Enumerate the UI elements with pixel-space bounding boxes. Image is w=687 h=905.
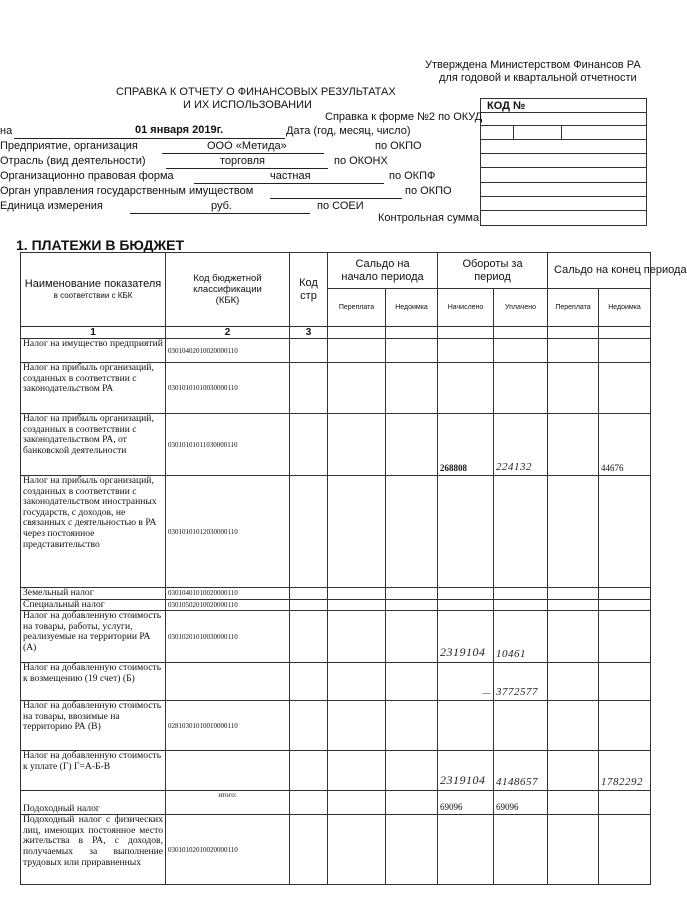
control-sum-label: Контрольная сумма [378,212,480,224]
row-accrued: 2319104 [438,611,494,663]
date-suffix: Дата (год, месяц, число) [286,125,411,137]
row-kbk [166,663,290,701]
header-paid: Уплачено [494,289,548,327]
row-accrued [438,599,494,611]
header-saldo-end [548,253,687,289]
row-paid: 4148657 [494,751,548,791]
row-name: Подоходный налог с физических лиц, имеющих постоянное место жительства в РА, с доходов, получаемых за выполнение трудовых или приравненных [21,815,166,885]
report-date: 01 января 2019г. [135,124,224,136]
row-paid [494,701,548,751]
page-title-line-2: И ИХ ИСПОЛЬЗОВАНИИ [183,99,312,111]
row-paid: 69096 [494,791,548,815]
approval-line-1: Утверждена Министерством Финансов РА [425,59,641,71]
unit-code-label: по СОЕИ [317,200,364,212]
colnum-1: 1 [21,327,166,339]
row-kbk: 03010101012030000110 [166,476,290,588]
approval-line-2: для годовой и квартальной отчетности [439,72,637,84]
table-row [21,663,651,701]
row-accrued [438,339,494,363]
okud-label: Справка к форме №2 по ОКУД [325,111,483,123]
row-name: Налог на добавленную стоимость на товары, работы, услуги, реализуемые на территории РА (А) [21,611,166,663]
header-turnover: Обороты за период [438,253,548,289]
row-paid [494,339,548,363]
row-kbk: 03010102010020000110 [166,815,290,885]
row-name: Специальный налог [21,599,166,611]
row-name: Налог на добавленную стоимость к уплате (Г) Г=А-Б-В [21,751,166,791]
row-accrued [438,476,494,588]
header-overpay-start: Переплата [328,289,386,327]
row-paid [494,815,548,885]
org-value: ООО «Метида» [207,140,287,152]
header-code: Код стр [290,253,328,327]
authority-label: Орган управления государственным имуществом [0,185,254,197]
row-underpay-end [599,588,651,600]
row-name: Налог на имущество предприятий [21,339,166,363]
legal-form-value: частная [270,170,311,182]
industry-value: торговля [220,155,266,167]
row-kbk: 03010502010020000110 [166,599,290,611]
row-paid [494,588,548,600]
authority-code-label: по ОКПО [405,185,452,197]
header-accrued: Начислено [438,289,494,327]
org-label: Предприятие, организация [0,140,138,152]
row-accrued [438,701,494,751]
header-saldo-end-label: Сальдо на конец периода [554,264,687,276]
row-underpay-end [599,476,651,588]
table-row [21,611,651,663]
header-name [21,253,166,327]
row-kbk: 02810301010010000110 [166,701,290,751]
row-underpay-end [599,363,651,414]
row-underpay-end [599,339,651,363]
row-name: Налог на добавленную стоимость к возмещению (19 счет) (Б) [21,663,166,701]
header-underpay-end: Недоимка [599,289,651,327]
row-accrued [438,815,494,885]
row-kbk: 03010401010020000110 [166,588,290,600]
row-underpay-end [599,599,651,611]
header-underpay-start: Недоимка [386,289,438,327]
row-name: Налог на прибыль организаций, созданных в соответствии с законодательством РА [21,363,166,414]
table-row [21,701,651,751]
row-accrued [438,588,494,600]
row-accrued: — [438,663,494,701]
header-saldo-start: Сальдо на начало периода [328,253,438,289]
row-paid: 10461 [494,611,548,663]
row-underpay-end [599,815,651,885]
section-title: 1. ПЛАТЕЖИ В БЮДЖЕТ [16,237,185,253]
legal-form-code-label: по ОКПФ [389,170,436,182]
table-row [21,476,651,588]
row-paid [494,363,548,414]
row-paid [494,599,548,611]
row-kbk: 03010402010020000110 [166,339,290,363]
row-accrued [438,363,494,414]
table-row [21,363,651,414]
table-row [21,588,651,600]
table-row [21,751,651,791]
table-row [21,791,651,815]
table-row [21,815,651,885]
code-box [480,98,647,226]
date-prefix: на [0,125,13,137]
org-code-label: по ОКПО [375,140,422,152]
row-underpay-end [599,611,651,663]
page-title-line-1: СПРАВКА К ОТЧЕТУ О ФИНАНСОВЫХ РЕЗУЛЬТАТАХ [116,86,396,98]
row-kbk: 03010201010030000110 [166,611,290,663]
table-row [21,599,651,611]
header-kbk: Код бюджетной классификации (КБК) [166,253,290,327]
row-name: Подоходный налог [21,791,166,815]
row-underpay-end [599,663,651,701]
colnum-3: 3 [290,327,328,339]
legal-form-label: Организационно правовая форма [0,170,174,182]
row-name: Налог на прибыль организаций, созданных в соответствии с законодательством иностранных государств, с доходов, не связанных с деятельностью в РА через постоянное представительство [21,476,166,588]
row-underpay-end: 1782292 [599,751,651,791]
header-name-label: Наименование показателя [24,277,162,290]
row-accrued: 268808 [438,414,494,476]
budget-payments-table [20,252,687,885]
row-paid: 224132 [494,414,548,476]
row-name: Налог на добавленную стоимость на товары, ввозимые на территорию РА (В) [21,701,166,751]
header-overpay-end: Переплата [548,289,599,327]
row-accrued: 69096 [438,791,494,815]
row-kbk: 03010101011030000110 [166,414,290,476]
row-underpay-end: 44676 [599,414,651,476]
industry-label: Отрасль (вид деятельности) [0,155,146,167]
unit-value: руб. [211,200,232,212]
row-accrued: 2319104 [438,751,494,791]
row-name: Земельный налог [21,588,166,600]
row-underpay-end [599,791,651,815]
row-kbk: итого: [166,791,290,815]
row-paid [494,476,548,588]
row-kbk: 03010101010030000110 [166,363,290,414]
row-name: Налог на прибыль организаций, созданных в соответствии с законодательством РА, от банковской деятельности [21,414,166,476]
code-box-header: КОД № [487,100,526,112]
table-row [21,414,651,476]
unit-label: Единица измерения [0,200,103,212]
row-kbk [166,751,290,791]
colnum-2: 2 [166,327,290,339]
industry-code-label: по ОКОНХ [334,155,388,167]
table-row [21,339,651,363]
row-underpay-end [599,701,651,751]
row-paid: 3772577 [494,663,548,701]
header-name-sub: в соответствии с КБК [53,290,133,300]
